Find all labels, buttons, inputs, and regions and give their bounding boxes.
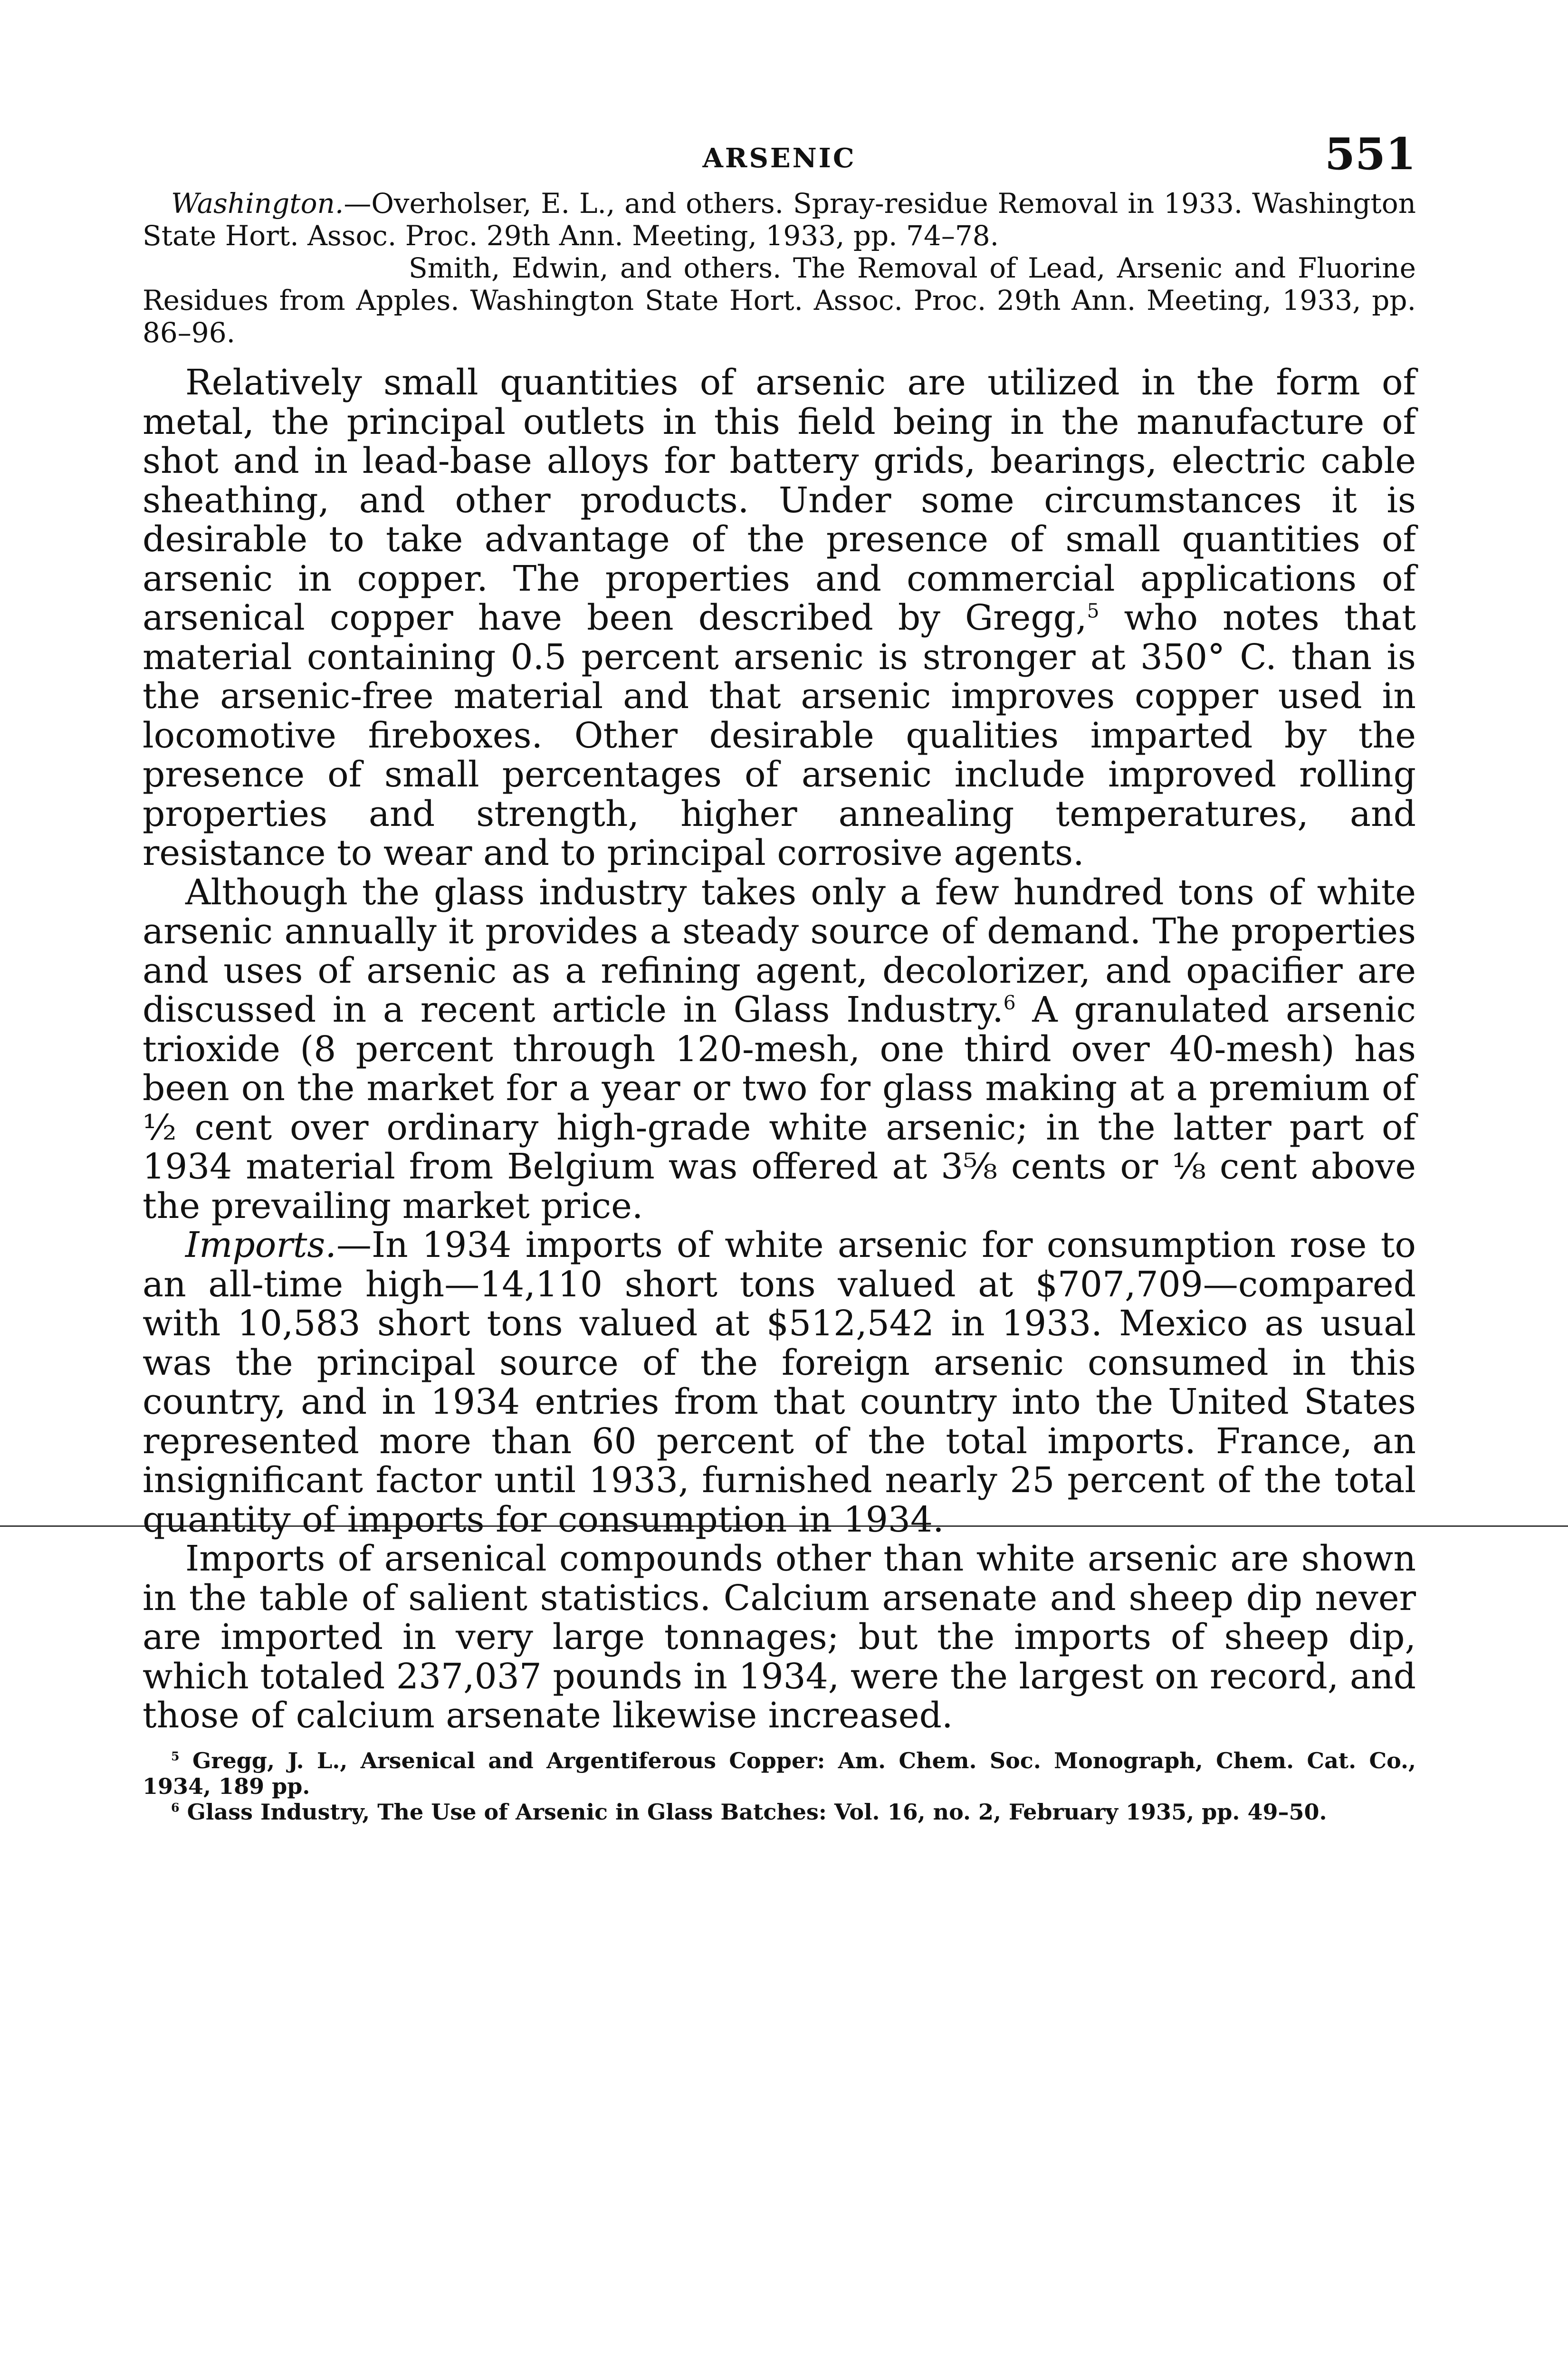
paragraph (143, 1539, 1416, 1735)
page-number: 551 (1324, 128, 1416, 180)
running-title: ARSENIC (702, 143, 856, 174)
footnote-list (143, 1748, 1416, 1825)
paragraph-lead: Imports. (185, 1225, 336, 1265)
footnote-mark: 5 (171, 1749, 180, 1763)
footnote-ref: 5 (1087, 599, 1100, 623)
reference-text: Smith, Edwin, and others. The Removal of Lead, Arsenic and Fluorine Residues from Apples. Washington State Hort. Assoc. Proc. 29th Ann. Meeting, 1933, pp. 86–96. (143, 252, 1416, 349)
paragraph-text: Imports of arsenical compounds other than white arsenic are shown in the table of salient statistics. Calcium arsenate and sheep dip never are imported in very large tonnages; but the imports of sheep dip, which totaled 237,037 pounds in 1934, were the largest on record, and those of calcium arsenate likewise increased. (143, 1538, 1416, 1736)
footnote (143, 1748, 1416, 1799)
reference-item (143, 252, 1416, 349)
reference-text: —Overholser, E. L., and others. Spray-residue Removal in 1933. Washington State Hort. Assoc. Proc. 29th Ann. Meeting, 1933, pp. 74–78. (143, 187, 1416, 252)
running-head (143, 128, 1416, 181)
paragraph-text: —In 1934 imports of white arsenic for consumption rose to an all-time high—14,110 short tons valued at $707,709—compared with 10,583 short tons valued at $512,542 in 1933. Mexico as usual was the principal source of the foreign arsenic consumed in this country, and in 1934 entries from that country into the United States represented more than 60 percent of the total imports. France, an insignificant factor until 1933, furnished nearly 25 percent of the total quantity of imports for consumption in 1934. (143, 1225, 1416, 1540)
paragraph-text: Relatively small quantities of arsenic are utilized in the form of metal, the principal outlets in this field being in the manufacture of shot and in lead-base alloys for battery grids, bearings, electric cable sheathing, and other products. Under some circumstances it is desirable to take advantage of the presence of small quantities of arsenic in copper. The properties and commercial applications of arsenical copper have been described by Gregg, (143, 362, 1416, 638)
reference-list (143, 187, 1416, 349)
body-text (143, 363, 1416, 1735)
paragraph-text: A granulated arsenic trioxide (8 percent through 120-mesh, one third over 40-mesh) has been on the market for a year or two for glass making at a premium of ½ cent over ordinary high-grade white arsenic; in the latter part of 1934 material from Belgium was offered at 3⅝ cents or ⅛ cent above the prevailing market price. (143, 989, 1416, 1226)
paragraph-text: Although the glass industry takes only a few hundred tons of white arsenic annually it provides a steady source of demand. The properties and uses of arsenic as a refining agent, decolorizer, and opacifier are discussed in a recent article in Glass Industry. (143, 872, 1416, 1030)
page (143, 128, 1416, 1825)
footnote-mark: 6 (171, 1800, 180, 1815)
footnote-ref: 6 (1003, 991, 1016, 1015)
footnote-text: Glass Industry, The Use of Arsenic in Glass Batches: Vol. 16, no. 2, February 1935, pp. 49–50. (187, 1799, 1327, 1825)
paragraph-text: who notes that material containing 0.5 percent arsenic is stronger at 350° C. than is the arsenic-free material and that arsenic improves copper used in locomotive fireboxes. Other desirable qualities imparted by the presence of small percentages of arsenic include improved rolling properties and strength, higher annealing temperatures, and resistance to wear and to principal corrosive agents. (143, 597, 1416, 873)
reference-lead: Washington. (171, 187, 344, 220)
paragraph (143, 363, 1416, 873)
footnote (143, 1799, 1416, 1825)
reference-item (143, 187, 1416, 252)
footnote-text: Gregg, J. L., Arsenical and Argentiferous Copper: Am. Chem. Soc. Monograph, Chem. Cat. Co., 1934, 189 pp. (143, 1747, 1416, 1799)
paragraph (143, 873, 1416, 1226)
paragraph (143, 1226, 1416, 1539)
